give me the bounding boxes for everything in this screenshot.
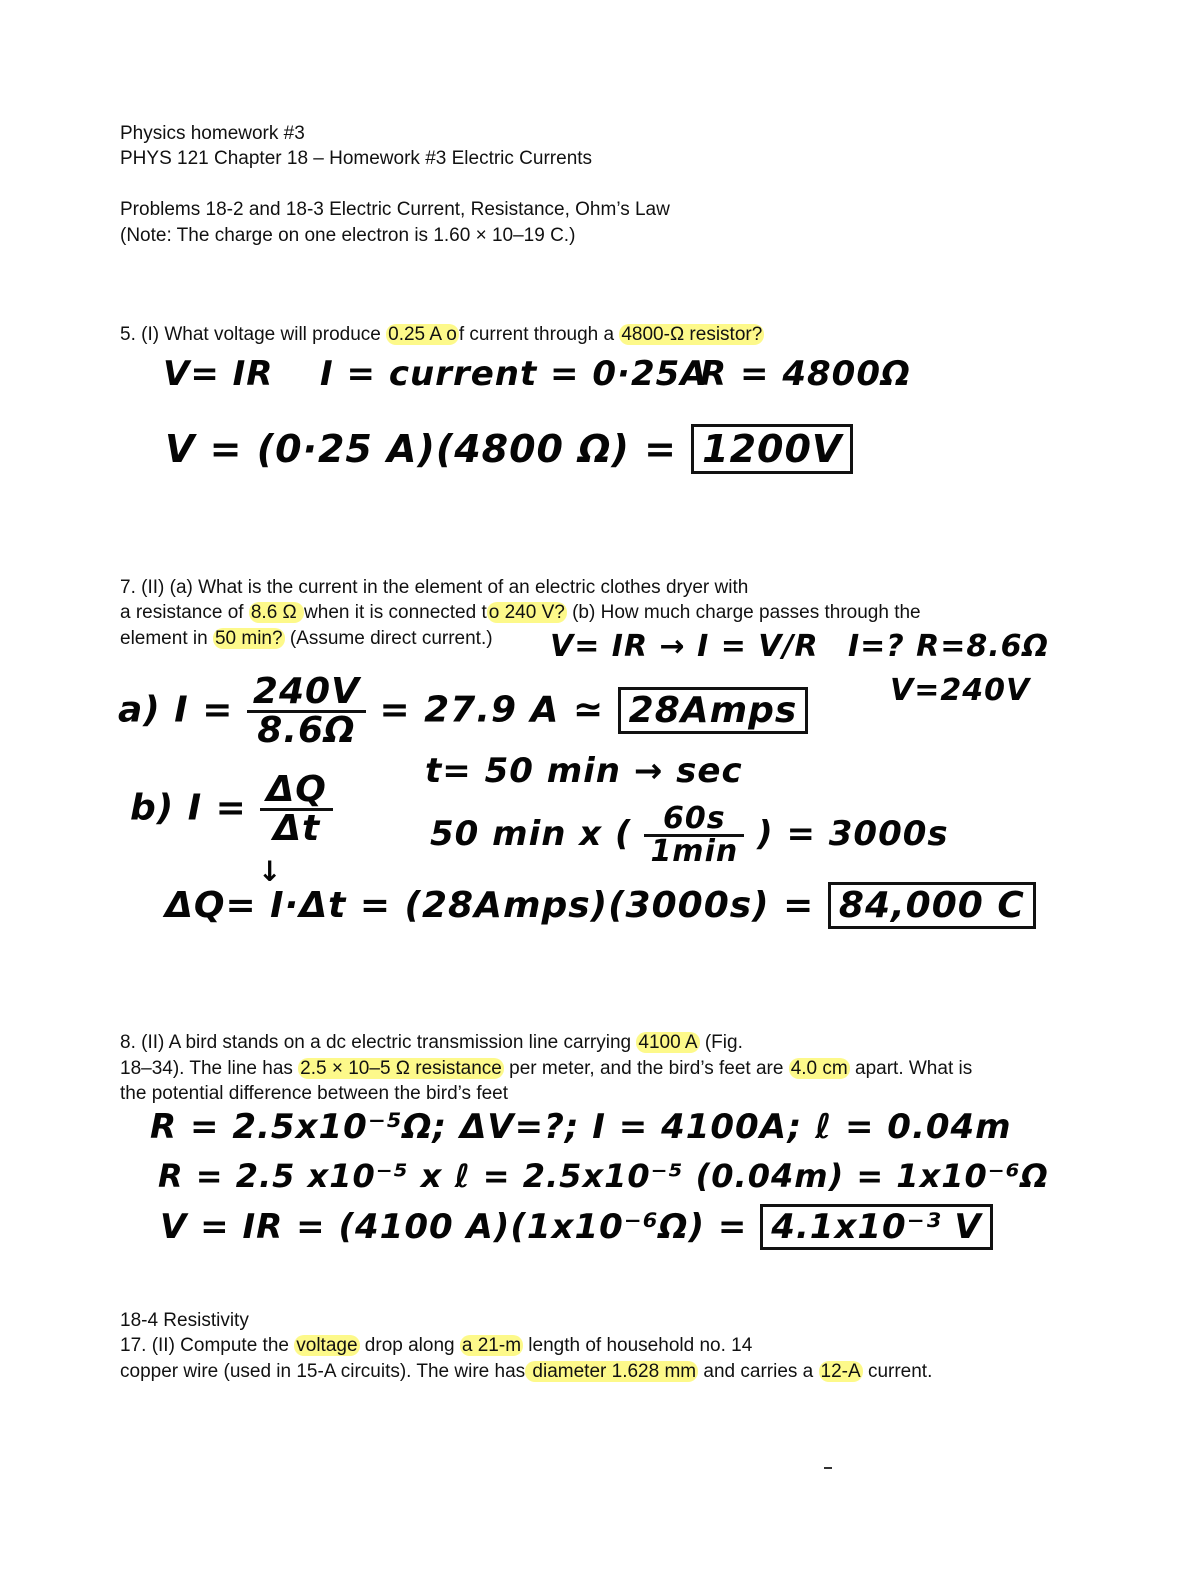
- fraction: $\frac{240V}{8.6\Omega}$: [247, 674, 366, 749]
- handwritten-givens: R = 2.5x10⁻⁵Ω; ΔV=?; I = 4100A; ℓ = 0.04m: [150, 1107, 1012, 1147]
- handwritten-seconds: 50 min x ( $\frac{60s}{1\min}$ ) = 3000s: [430, 801, 949, 869]
- handwritten-ohms-law: V= IR → I = V/R: [550, 629, 819, 664]
- doc-title: Physics homework #3: [120, 123, 305, 144]
- problem-5-question: 5. (I) What voltage will produce 0.25 A o f current through a 4800-Ω resistor?: [120, 324, 763, 345]
- problem-7-question-line3: element in 50 min? (Assume direct current.): [120, 628, 493, 649]
- handwritten-formula: V= IR: [163, 354, 274, 394]
- highlight: a 21-m: [461, 1335, 522, 1356]
- problem-7-question-line2: a resistance of 8.6 Ω when it is connected t o 240 V? (b) How much charge passes through the: [120, 602, 921, 623]
- fraction: $\frac{\Delta Q}{\Delta t}$: [260, 772, 332, 847]
- highlight: 4.0 cm: [790, 1058, 848, 1079]
- page-mark: [824, 1467, 832, 1469]
- handwritten-current: I = current = 0·25A: [320, 354, 708, 394]
- handwritten-voltage-calc: V = IR = (4100 A)(1x10⁻⁶Ω) = 4.1x10⁻³ V: [160, 1210, 993, 1244]
- problem-17-question-line1: 17. (II) Compute the voltage drop along a 21-m length of household no. 14: [120, 1335, 753, 1356]
- handwritten-charge: ΔQ= I·Δt = (28Amps)(3000s) = 84,000 C: [165, 888, 1036, 924]
- highlight: 0.25 A o: [388, 324, 457, 345]
- charge-note: (Note: The charge on one electron is 1.60 × 10–19 C.): [120, 225, 576, 246]
- highlight: 8.6 Ω: [250, 602, 303, 623]
- problem-8-question-line2: 18–34). The line has 2.5 × 10–5 Ω resistance per meter, and the bird’s feet are 4.0 cm apart. What is: [120, 1058, 973, 1079]
- highlight: 12-A: [820, 1361, 861, 1382]
- problem-8-question-line3: the potential difference between the bird’s feet: [120, 1083, 509, 1104]
- problem-8-question-line1: 8. (II) A bird stands on a dc electric transmission line carrying 4100 A (Fig.: [120, 1032, 743, 1053]
- handwritten-part-a: a) I = $\frac{240V}{8.6\Omega}$ = 27.9 A ≃ 28Amps: [118, 674, 808, 749]
- handwritten-resistance-calc: R = 2.5 x10⁻⁵ x ℓ = 2.5x10⁻⁵ (0.04m) = 1x10⁻⁶Ω: [158, 1157, 1049, 1195]
- highlight: voltage: [296, 1335, 358, 1356]
- boxed-answer: 1200V: [691, 424, 853, 474]
- highlight: 4100 A: [638, 1032, 698, 1053]
- highlight: 50 min?: [214, 628, 283, 649]
- section-heading: Problems 18-2 and 18-3 Electric Current, Resistance, Ohm’s Law: [120, 199, 670, 220]
- handwritten-time-conversion: t= 50 min → sec: [425, 751, 743, 791]
- course-line: PHYS 121 Chapter 18 – Homework #3 Electric Currents: [120, 148, 593, 169]
- handwritten-voltage: V=240V: [890, 673, 1031, 708]
- handwritten-givens: I=? R=8.6Ω: [848, 629, 1050, 664]
- problem-17-question-line2: copper wire (used in 15-A circuits). The wire has diameter 1.628 mm and carries a 12-A current.: [120, 1361, 933, 1382]
- down-arrow: ↓: [258, 855, 283, 888]
- highlight: diameter 1.628 mm: [527, 1361, 697, 1382]
- problem-7-question-line1: 7. (II) (a) What is the current in the element of an electric clothes dryer with: [120, 577, 749, 598]
- handwritten-part-b: b) I = $\frac{\Delta Q}{\Delta t}$: [130, 772, 333, 847]
- highlight: 4800-Ω resistor?: [621, 324, 763, 345]
- boxed-answer: 84,000 C: [828, 882, 1036, 929]
- fraction: $\frac{60s}{1\min}$: [644, 804, 744, 867]
- resistivity-heading: 18-4 Resistivity: [120, 1310, 249, 1331]
- handwritten-calculation: V = (0·25 A)(4800 Ω) = 1200V: [165, 430, 853, 468]
- highlight: o 240 V?: [488, 602, 565, 623]
- boxed-answer: 4.1x10⁻³ V: [760, 1204, 992, 1250]
- highlight: 2.5 × 10–5 Ω resistance: [300, 1058, 502, 1079]
- boxed-answer: 28Amps: [618, 687, 809, 734]
- handwritten-resistance: R = 4800Ω: [700, 354, 911, 394]
